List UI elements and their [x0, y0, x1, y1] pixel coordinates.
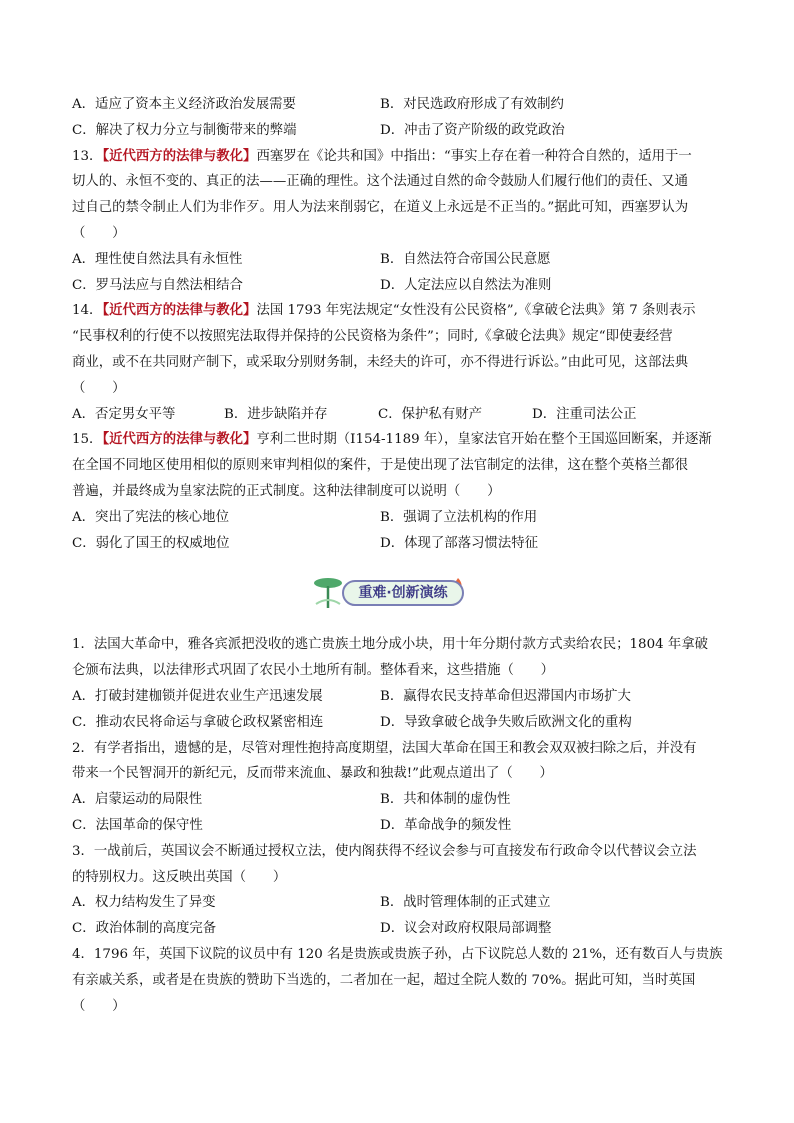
q14-answer-blank: （ ） — [72, 380, 126, 396]
p3-options-row2 — [72, 916, 724, 942]
p4-stem-line2: 有亲戚关系，或者是在贵族的赞助下当选的，二者加在一起，超过全院人数的 70%。据此可知，当时英国 — [72, 972, 696, 988]
section-banner — [72, 556, 724, 632]
q14-topic-tag: 【近代西方的法律与教化】 — [102, 302, 257, 319]
worksheet-page — [72, 92, 724, 1019]
q12-options-row2 — [72, 118, 724, 144]
p2-options-row1 — [72, 787, 724, 813]
q14-option-c[interactable]: C．保护私有财产 — [378, 406, 482, 422]
q15-option-a[interactable]: A．突出了宪法的核心地位 — [72, 509, 229, 525]
p2-option-c[interactable]: C．法国革命的保守性 — [72, 817, 203, 833]
p2-options-row2 — [72, 813, 724, 839]
q13-answer-blank: （ ） — [72, 225, 126, 241]
q13-options-row2 — [72, 273, 724, 299]
q13-number: 13． — [72, 148, 103, 164]
p4-stem-line1: 4．1796 年，英国下议院的议员中有 120 名是贵族或贵族子孙，占下议院总人数的 21%，还有数百人与贵族 — [72, 946, 723, 962]
q14-option-a[interactable]: A．否定男女平等 — [72, 406, 176, 422]
p1-stem-line1: 1．法国大革命中，雅各宾派把没收的逃亡贵族土地分成小块，用十年分期付款方式卖给农民；1804 年拿破 — [72, 637, 709, 653]
q14-options-row — [72, 402, 724, 428]
p2-option-b[interactable]: B．共和体制的虚伪性 — [380, 792, 511, 808]
p1-stem-line2: 仑颁布法典，以法律形式巩固了农民小土地所有制。整体看来，这些措施（ ） — [72, 663, 555, 679]
q14-number: 14． — [72, 303, 103, 319]
p2-stem-line2: 带来一个民智洞开的新纪元，反而带来流血、暴政和独裁!”此观点道出了（ ） — [72, 766, 553, 782]
p2-stem-line1: 2．有学者指出，遗憾的是，尽管对理性抱持高度期望，法国大革命在国王和教会双双被扫除之后，并没有 — [72, 740, 697, 756]
q13-option-c[interactable]: C．罗马法应与自然法相结合 — [72, 277, 243, 293]
q14-stem-line3: 商业，或不在共同财产制下，或采取分别财务制，未经夫的许可，亦不得进行诉讼。”由此可见，这部法典 — [72, 354, 689, 370]
q14-stem-line1 — [72, 298, 724, 324]
q15-options-row1 — [72, 505, 724, 531]
p1-option-d[interactable]: D．导致拿破仑战争失败后欧洲文化的重构 — [380, 714, 632, 730]
q12-options-row1 — [72, 92, 724, 118]
q14-text-1: 法国 1793 年宪法规定“女性没有公民资格”,《拿破仑法典》第 7 条则表示 — [256, 303, 696, 319]
q13-option-d[interactable]: D．人定法应以自然法为准则 — [380, 277, 552, 293]
q13-stem-line2: 切人的、永恒不变的、真正的法——正确的理性。这个法通过自然的命令鼓励人们履行他们的责任、又通 — [72, 174, 688, 190]
q15-option-d[interactable]: D．体现了部落习惯法特征 — [380, 535, 539, 551]
q13-option-b[interactable]: B．自然法符合帝国公民意愿 — [380, 251, 551, 267]
q12-option-b[interactable]: B．对民选政府形成了有效制约 — [380, 97, 564, 112]
q15-option-c[interactable]: C．弱化了国王的权威地位 — [72, 535, 230, 551]
q15-options-row2 — [72, 531, 724, 557]
q15-option-b[interactable]: B．强调了立法机构的作用 — [380, 509, 538, 525]
p1-option-b[interactable]: B．赢得农民支持革命但迟滞国内市场扩大 — [380, 688, 631, 704]
p3-option-c[interactable]: C．政治体制的高度完备 — [72, 921, 217, 937]
p2-option-d[interactable]: D．革命战争的频发性 — [380, 817, 512, 833]
q15-stem-line3: 普遍，并最终成为皇家法院的正式制度。这种法律制度可以说明（ ） — [72, 483, 501, 499]
section-title: 重难·创新演练 — [358, 585, 448, 602]
q15-number: 15． — [72, 432, 103, 448]
p1-options-row1 — [72, 684, 724, 710]
q13-stem-line1 — [72, 144, 724, 170]
p1-option-c[interactable]: C．推动农民将命运与拿破仑政权紧密相连 — [72, 714, 324, 730]
p3-option-b[interactable]: B．战时管理体制的正式建立 — [380, 895, 551, 911]
q12-option-d[interactable]: D．冲击了资产阶级的政党政治 — [380, 122, 565, 138]
q13-options-row1 — [72, 247, 724, 273]
q15-stem-line2: 在全国不同地区使用相似的原则来审判相似的案件，于是使出现了法官制定的法律，这在整个英格兰都很 — [72, 458, 688, 474]
q15-stem-line1 — [72, 427, 724, 453]
q14-stem-line2: “民事权利的行使不以按照宪法取得并保持的公民资格为条件”；同时,《拿破仑法典》规定“即使妻经营 — [72, 329, 673, 345]
q14-option-d[interactable]: D．注重司法公正 — [532, 406, 637, 422]
q13-topic-tag: 【近代西方的法律与教化】 — [102, 147, 257, 164]
q13-option-a[interactable]: A．理性使自然法具有永恒性 — [72, 251, 243, 267]
p1-option-a[interactable]: A．打破封建枷锁并促进农业生产迅速发展 — [72, 688, 323, 704]
p1-options-row2 — [72, 710, 724, 736]
p3-option-d[interactable]: D．议会对政府权限局部调整 — [380, 921, 552, 937]
q14-option-b[interactable]: B．进步缺陷并存 — [224, 406, 328, 422]
p2-option-a[interactable]: A．启蒙运动的局限性 — [72, 792, 203, 808]
p3-stem-line2: 的特别权力。这反映出英国（ ） — [72, 869, 287, 885]
p4-answer-blank: （ ） — [72, 998, 126, 1014]
q12-option-c[interactable]: C．解决了权力分立与制衡带来的弊端 — [72, 122, 297, 138]
banner-graphic — [308, 574, 472, 610]
q15-topic-tag: 【近代西方的法律与教化】 — [102, 431, 257, 448]
p3-stem-line1: 3．一战前后，英国议会不断通过授权立法，使内阁获得不经议会参与可直接发布行政命令以代替议会立法 — [72, 843, 697, 859]
p3-options-row1 — [72, 890, 724, 916]
p3-option-a[interactable]: A．权力结构发生了异变 — [72, 895, 216, 911]
q13-stem-line3: 过自己的禁令制止人们为非作歹。用人为法来削弱它，在道义上永远是不正当的。”据此可知，西塞罗认为 — [72, 200, 689, 216]
q15-text-1: 亨利二世时期（I154-1189 年），皇家法官开始在整个王国巡回断案，并逐渐 — [256, 432, 712, 448]
q12-option-a[interactable]: A．适应了资本主义经济政治发展需要 — [72, 97, 296, 112]
q13-text-1: 西塞罗在《论共和国》中指出：“事实上存在着一种符合自然的，适用于一 — [256, 148, 692, 164]
